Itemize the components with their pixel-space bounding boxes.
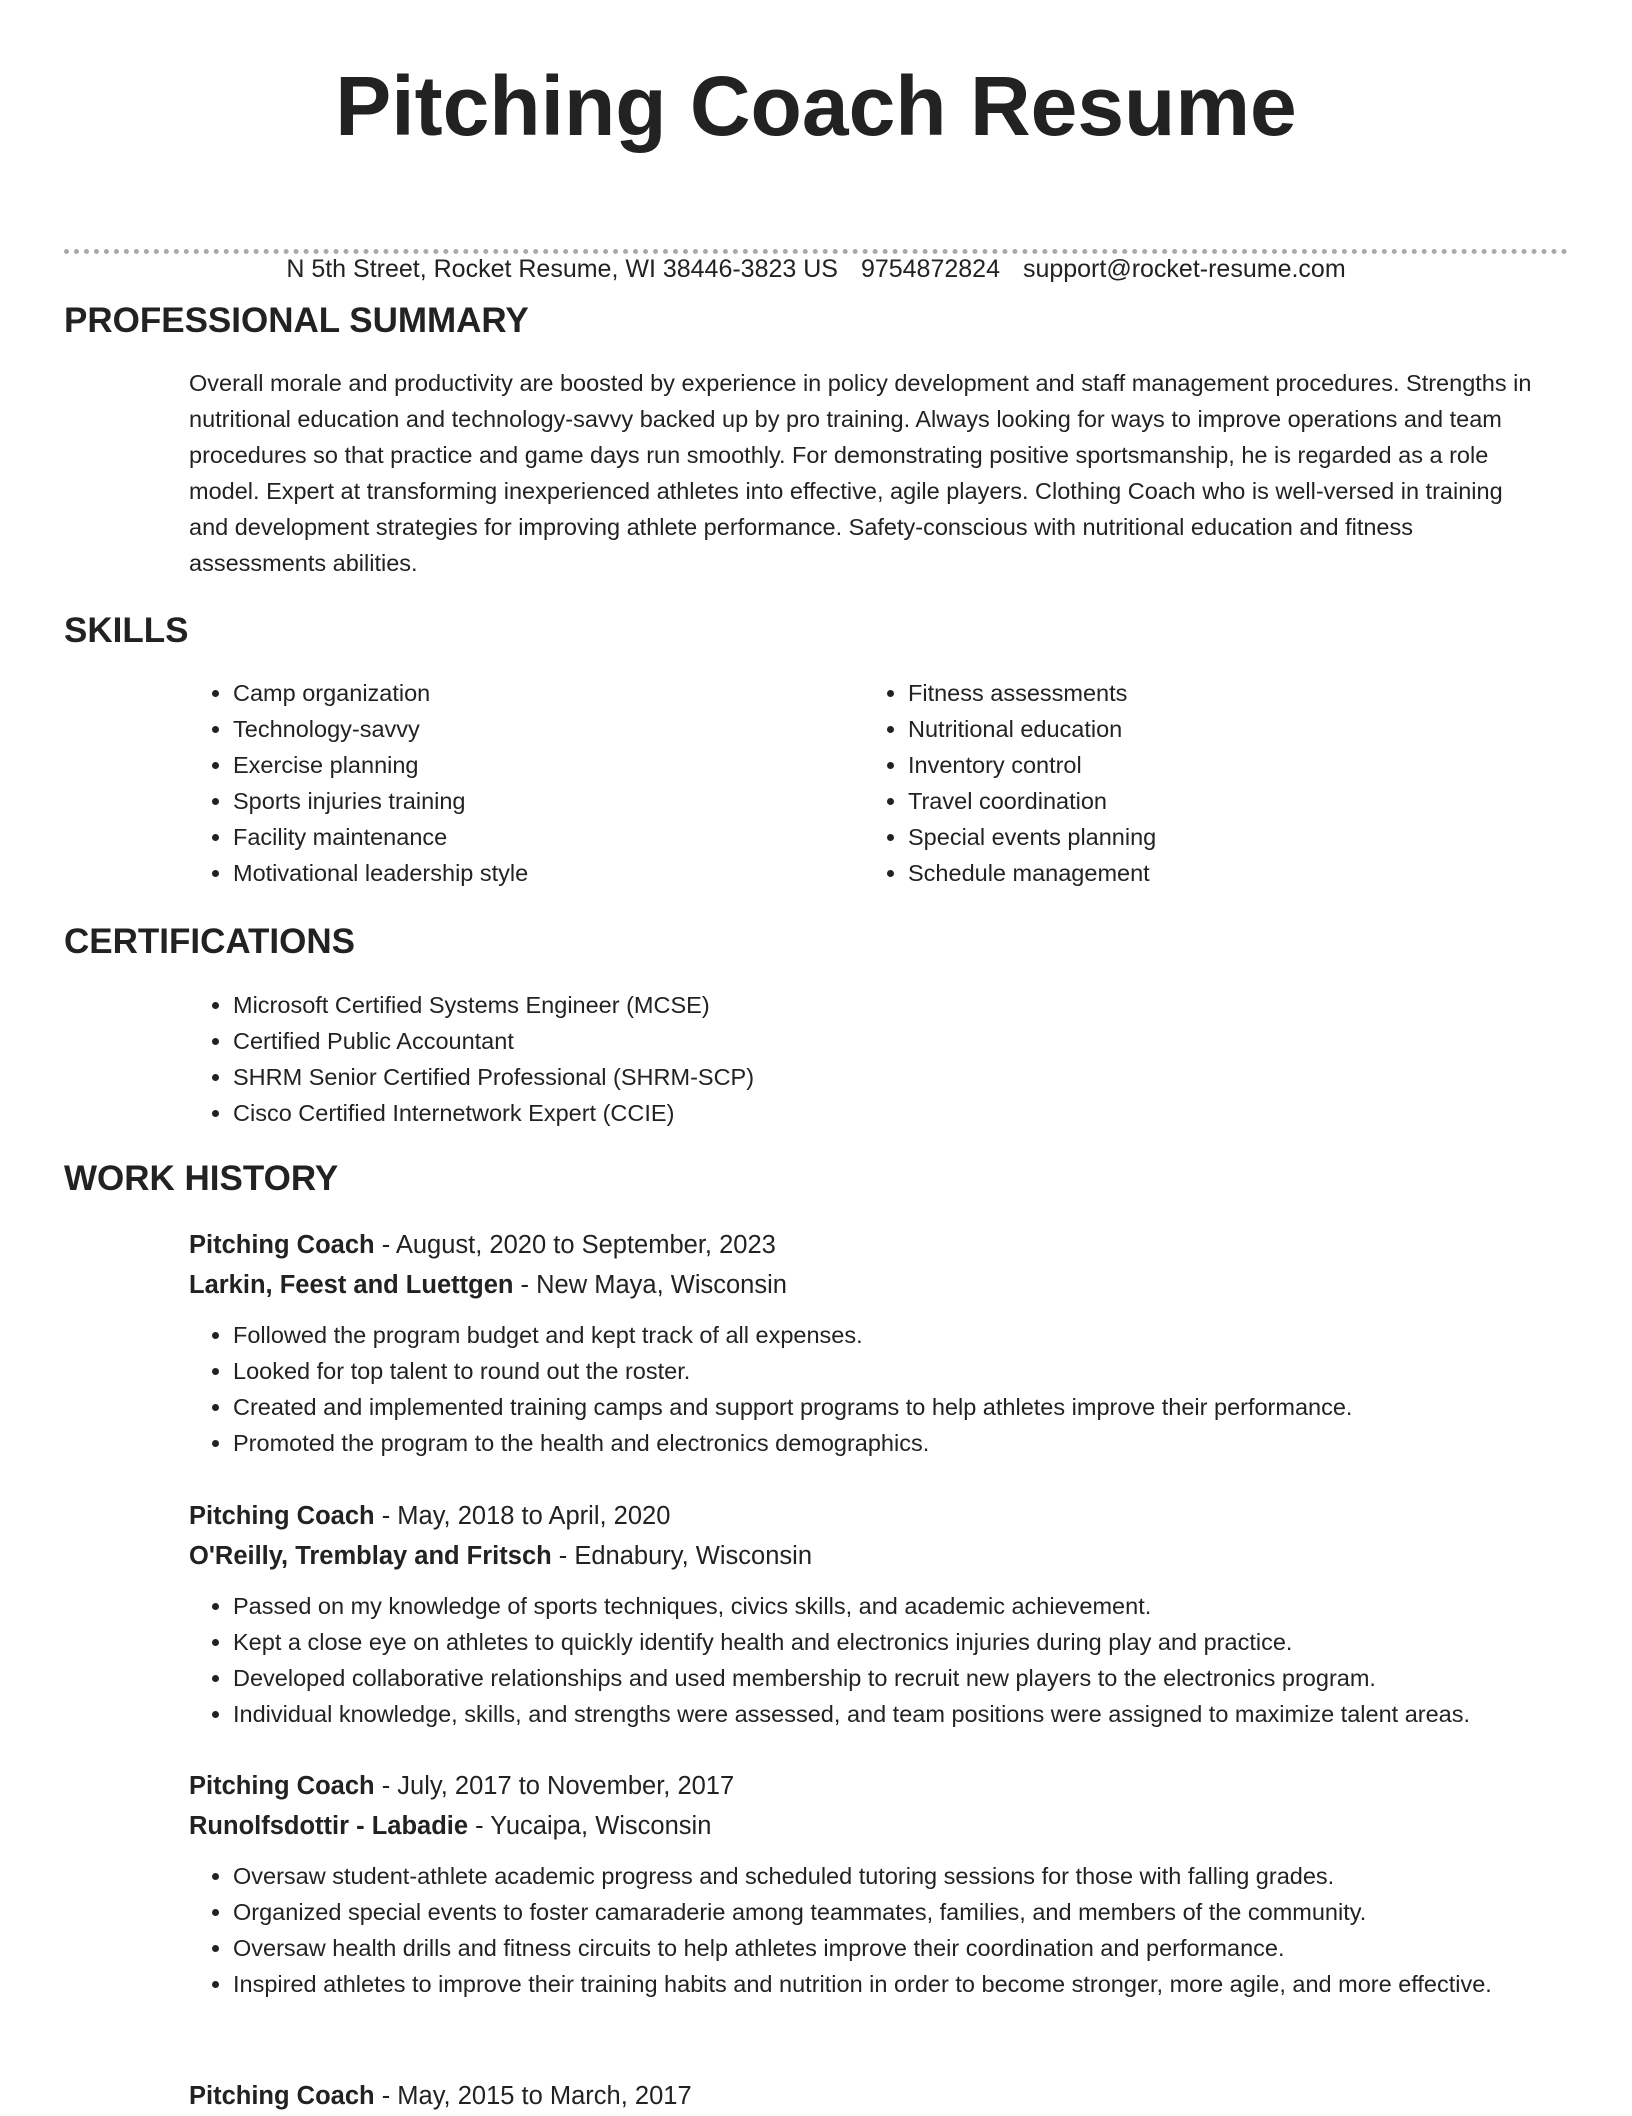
skill-item: • Fitness assessments (908, 675, 1539, 711)
certification-item: • Cisco Certified Internetwork Expert (CCIE) (233, 1095, 1539, 1131)
job-role-line (189, 1225, 1539, 1265)
job-location: - Ednabury, Wisconsin (551, 1542, 812, 1570)
skill-item: • Motivational leadership style (233, 855, 864, 891)
job-bullet: • Individual knowledge, skills, and strengths were assessed, and team positions were assigned to maximize talent areas. (233, 1696, 1539, 1732)
job-role: Pitching Coach (189, 1772, 375, 1800)
job-entry (189, 1496, 1539, 1732)
job-bullet: • Oversaw student-athlete academic progress and scheduled tutoring sessions for those with falling grades. (233, 1858, 1539, 1894)
resume-title: Pitching Coach Resume (335, 59, 1297, 153)
job-company-line (189, 1806, 1539, 1846)
skill-item: • Technology-savvy (233, 711, 864, 747)
job-company-line (189, 1536, 1539, 1576)
skill-item: • Facility maintenance (233, 819, 864, 855)
certification-item: • Microsoft Certified Systems Engineer (MCSE) (233, 987, 1539, 1023)
job-bullets (189, 1588, 1539, 1732)
job-bullet: • Inspired athletes to improve their training habits and nutrition in order to become stronger, more agile, and more effective. (233, 1966, 1539, 2002)
contact-phone: 9754872824 (860, 255, 1000, 283)
job-entry (189, 1225, 1539, 1461)
summary-text: Overall morale and productivity are boosted by experience in policy development and staff management procedures. Strengths in nutritional education and technology-savvy backed up by pro training. Always looking for ways to improve operations and team procedures so that practice and game days run smoothly. For demonstrating positive sportsmanship, he is regarded as a role model. Expert at transforming inexperienced athletes into effective, agile players. Clothing Coach who is well-versed in training and development strategies for improving athlete performance. Safety-conscious with nutritional education and fitness assessments abilities. (189, 370, 1532, 576)
job-dates: - May, 2015 to March, 2017 (374, 2082, 692, 2110)
skills-column-left (189, 675, 864, 891)
skill-item: • Special events planning (908, 819, 1539, 855)
job-entry (189, 1766, 1539, 2002)
job-company: Runolfsdottir - Labadie (189, 1812, 469, 1840)
skill-item: • Travel coordination (908, 783, 1539, 819)
job-bullet: • Kept a close eye on athletes to quickly identify health and electronics injuries during play and practice. (233, 1624, 1539, 1660)
job-bullet: • Oversaw health drills and fitness circuits to help athletes improve their coordination and performance. (233, 1930, 1539, 1966)
job-company: O'Reilly, Tremblay and Fritsch (189, 1542, 552, 1570)
contact-email: support@rocket-resume.com (1022, 255, 1346, 283)
job-bullet: • Promoted the program to the health and electronics demographics. (233, 1425, 1539, 1461)
job-location: - Yucaipa, Wisconsin (468, 1812, 712, 1840)
job-bullet: • Looked for top talent to round out the roster. (233, 1353, 1539, 1389)
job-role-line (189, 1496, 1539, 1536)
job-bullet: • Created and implemented training camps and support programs to help athletes improve their performance. (233, 1389, 1539, 1425)
skill-item: • Camp organization (233, 675, 864, 711)
job-entry (189, 2076, 1539, 2116)
skill-item: • Schedule management (908, 855, 1539, 891)
job-role: Pitching Coach (189, 2082, 375, 2110)
certification-item: • Certified Public Accountant (233, 1023, 1539, 1059)
skills-column-right (864, 675, 1539, 891)
job-role: Pitching Coach (189, 1502, 375, 1530)
section-title-work-history: WORK HISTORY (64, 1159, 339, 1198)
certifications-list (189, 987, 1539, 1131)
job-role: Pitching Coach (189, 1231, 375, 1259)
skill-item: • Inventory control (908, 747, 1539, 783)
job-bullet: • Passed on my knowledge of sports techniques, civics skills, and academic achievement. (233, 1588, 1539, 1624)
job-dates: - August, 2020 to September, 2023 (374, 1231, 776, 1259)
job-company: Larkin, Feest and Luettgen (189, 1271, 514, 1299)
job-role-line (189, 2076, 1539, 2116)
job-dates: - July, 2017 to November, 2017 (374, 1772, 735, 1800)
job-location: - New Maya, Wisconsin (513, 1271, 787, 1299)
skills-list (189, 675, 1539, 891)
skill-item: • Exercise planning (233, 747, 864, 783)
header-divider (64, 249, 1568, 254)
section-title-skills: SKILLS (64, 611, 189, 650)
skill-item: • Sports injuries training (233, 783, 864, 819)
job-bullet: • Developed collaborative relationships and used membership to recruit new players to the electronics program. (233, 1660, 1539, 1696)
job-bullet: • Followed the program budget and kept track of all expenses. (233, 1317, 1539, 1353)
contact-address: N 5th Street, Rocket Resume, WI 38446-3823 US (286, 255, 838, 283)
skill-item: • Nutritional education (908, 711, 1539, 747)
job-role-line (189, 1766, 1539, 1806)
job-bullets (189, 1858, 1539, 2002)
certification-item: • SHRM Senior Certified Professional (SHRM-SCP) (233, 1059, 1539, 1095)
job-company-line (189, 1265, 1539, 1305)
job-bullets (189, 1317, 1539, 1461)
job-bullet: • Organized special events to foster camaraderie among teammates, families, and members of the community. (233, 1894, 1539, 1930)
contact-line (64, 254, 1568, 284)
section-title-summary: PROFESSIONAL SUMMARY (64, 301, 529, 340)
job-dates: - May, 2018 to April, 2020 (374, 1502, 671, 1530)
section-title-certifications: CERTIFICATIONS (64, 922, 356, 961)
